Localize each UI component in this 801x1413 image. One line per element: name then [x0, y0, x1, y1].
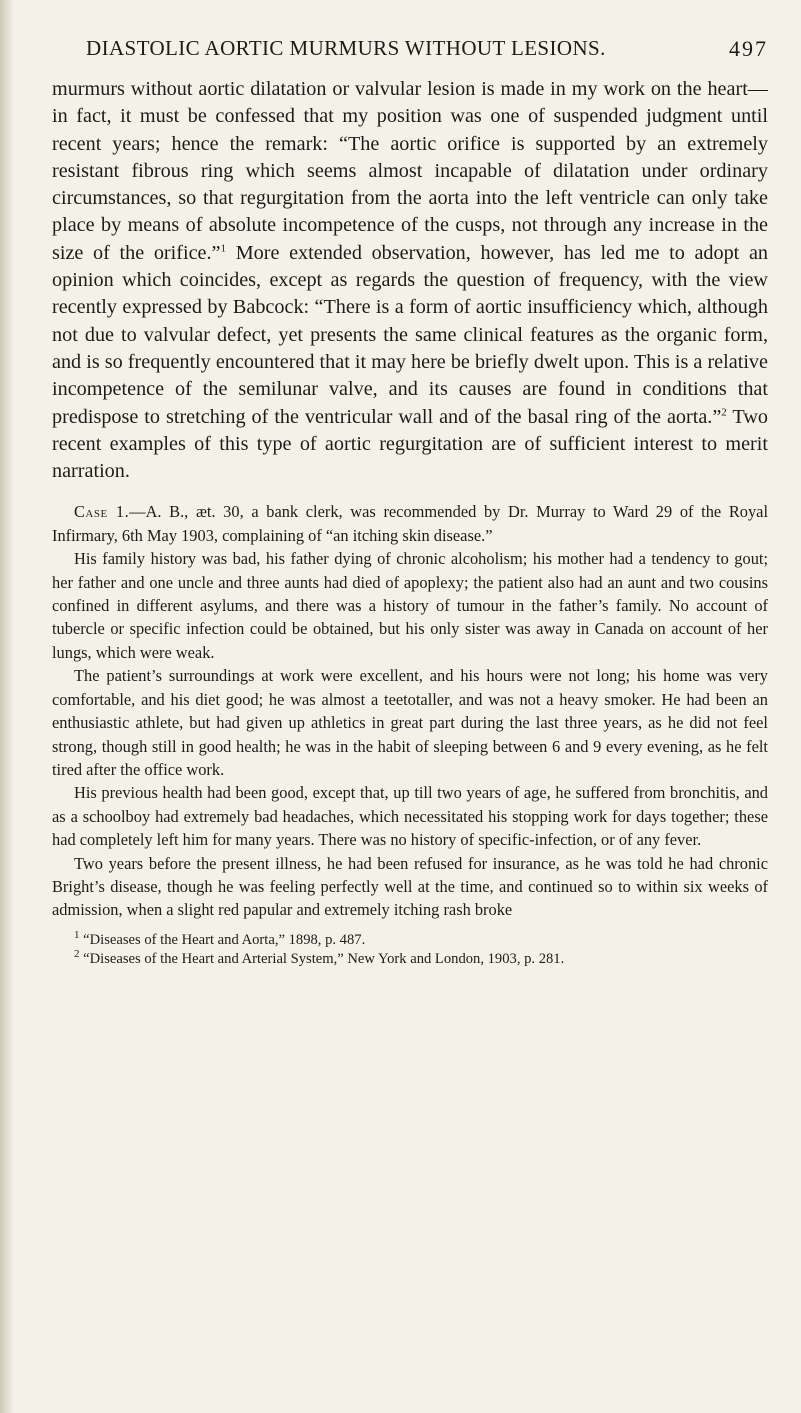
- intro-text-part2: More extended observation, however, has led me to adopt an opinion which coincides, except as regards the question of frequency, with the view recently expressed by Babcock: “There is a form of aortic insufficiency which, although not due to valvular defect, yet presents the same clinical features as the organic form, and is so frequently encountered that it may here be briefly dwelt upon. This is a relative incompetence of the semilunar valve, and its causes are found in conditions that predispose to stretching of the ventricular wall and of the basal ring of the aorta.”: [52, 241, 768, 428]
- case-paragraph-previous-health: His previous health had been good, except that, up till two years of age, he suffered from bronchitis, and as a schoolboy had extremely bad headaches, which necessitated his stopping work for days together; these had completely left him for many years. There was no history of specific-infection, or of any fever.: [52, 783, 768, 850]
- footnote-ref-1: 1: [220, 242, 227, 255]
- case-paragraph-family-history: His family history was bad, his father dying of chronic alcoholism; his mother had a tendency to gout; her father and one uncle and three aunts had died of apoplexy; the patient also had an aunt and two cousins confined in different asylums, and there was a history of tumour in the father’s family. No account of tubercle or specific infection could be obtained, but his only sister was away in Canada on account of her lungs, which were weak.: [52, 549, 768, 662]
- case-paragraph-insurance: Two years before the present illness, he had been refused for insurance, as he was told he had chronic Bright’s disease, though he was feeling perfectly well at the time, and continued so to within six weeks of admission, when a slight red papular and extremely itching rash broke: [52, 853, 768, 920]
- case-paragraph-surroundings: The patient’s surroundings at work were excellent, and his hours were not long; his home was very comfortable, and his diet good; he was almost a teetotaller, and was not a heavy smoker. He had been an enthusiastic athlete, but had given up athletics in great part during the last three years, as he did not feel strong, though still in good health; he was in the habit of sleeping between 6 and 9 every evening, as he felt tired after the office work.: [52, 666, 768, 779]
- page-header: [52, 36, 768, 76]
- page-gutter-shadow: [0, 0, 14, 1413]
- case-paragraph-1: [52, 500, 768, 547]
- footnote-2-number: 2: [74, 947, 80, 960]
- footnote-ref-2: 2: [721, 405, 727, 418]
- intro-text-part1: murmurs without aortic dilatation or valvular lesion is made in my work on the heart—in fact, it must be confessed that my position was one of suspended judgment until recent years; hence the remark: “The aortic orifice is supported by an extremely resistant fibrous ring which seems almost incapable of dilatation under ordinary circumstances, so that regurgitation from the aorta into the left ventricle can only take place by means of absolute incompetence of the cusps, not through any increase in the size of the orifice.”: [52, 78, 768, 264]
- intro-text-part3: Two recent examples of this type of aortic regurgitation are of sufficient interest to merit narration.: [52, 405, 768, 483]
- footnote-1-number: 1: [74, 928, 80, 941]
- running-title: DIASTOLIC AORTIC MURMURS WITHOUT LESIONS.: [86, 36, 606, 60]
- case-report: [52, 500, 768, 921]
- footnote-2-text: “Diseases of the Heart and Arterial System,” New York and London, 1903, p. 281.: [83, 950, 565, 967]
- intro-paragraph: [52, 76, 768, 485]
- page-number: 497: [729, 36, 768, 61]
- case-label: Case 1.: [74, 502, 130, 522]
- case-paragraph-1-text: —A. B., æt. 30, a bank clerk, was recommended by Dr. Murray to Ward 29 of the Royal Infirmary, 6th May 1903, complaining of “an itching skin disease.”: [52, 502, 769, 545]
- footnote-2: [52, 947, 768, 969]
- footnotes: [52, 928, 768, 969]
- book-page: [52, 36, 768, 969]
- footnote-1: [52, 928, 768, 950]
- footnote-1-text: “Diseases of the Heart and Aorta,” 1898, p. 487.: [83, 931, 366, 948]
